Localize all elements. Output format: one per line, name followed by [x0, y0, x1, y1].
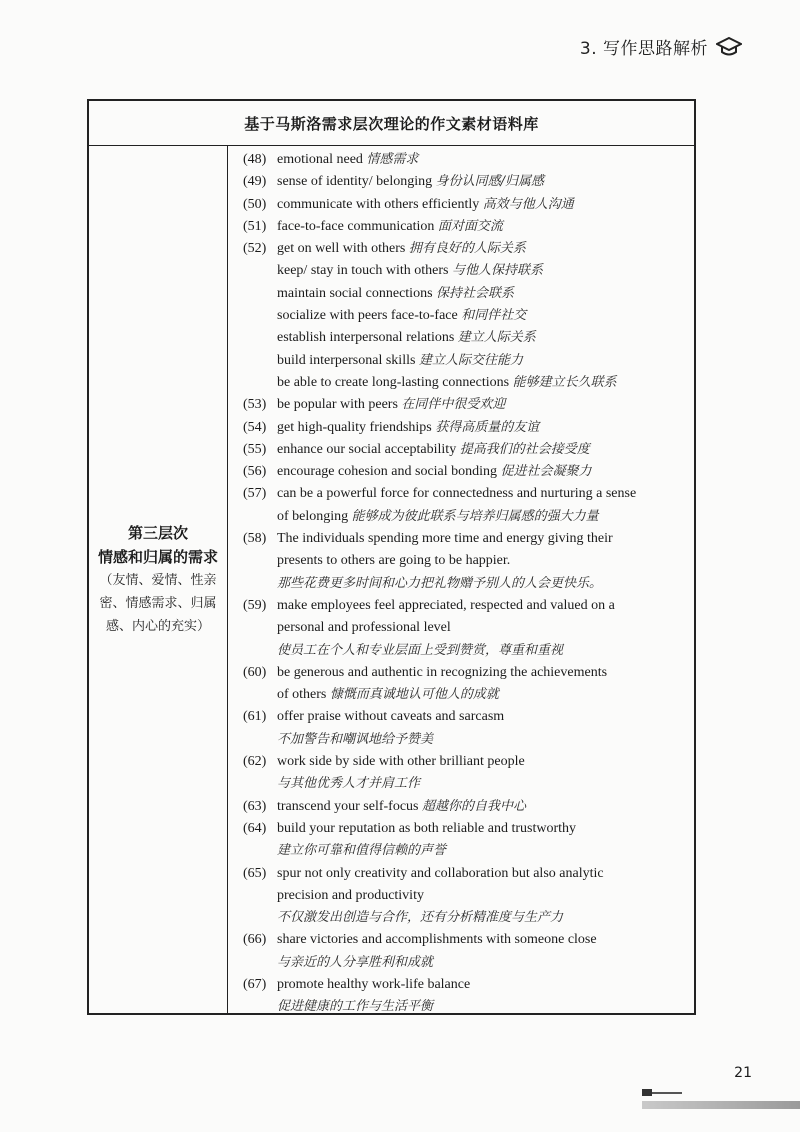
phrase-line [239, 751, 688, 773]
phrase-line [239, 595, 688, 617]
phrase-number: (53) [243, 397, 267, 413]
phrase-english: share victories and accomplishments with someone close [277, 932, 597, 948]
phrase-chinese: 与亲近的人分享胜利和成就 [277, 954, 434, 970]
corpus-table [87, 99, 696, 1015]
phrase-chinese: 与其他优秀人才并肩工作 [277, 776, 421, 792]
category-cell [89, 145, 227, 1013]
phrase-text [277, 394, 505, 416]
phrase-english: sense of identity/ belonging [277, 174, 433, 190]
phrase-chinese: 那些花费更多时间和心力把礼物赠予别人的人会更快乐。 [277, 575, 603, 591]
phrase-list [239, 149, 688, 1019]
phrase-text [277, 863, 604, 885]
phrase-chinese: 身份认同感/归属感 [435, 174, 545, 190]
phrase-chinese: 不加警告和嘲讽地给予赞美 [277, 731, 434, 747]
phrase-english: keep/ stay in touch with others [277, 263, 449, 279]
phrase-text [277, 327, 536, 349]
category-note: （友情、爱情、性亲密、情感需求、归属感、内心的充实） [99, 572, 217, 634]
phrase-number: (49) [243, 174, 267, 190]
phrase-line [239, 840, 688, 862]
phrase-text [277, 996, 433, 1018]
phrase-line [239, 528, 688, 550]
phrase-line [239, 952, 688, 974]
phrase-english: enhance our social acceptability [277, 441, 457, 457]
chapter-header [580, 34, 742, 59]
phrase-line [239, 461, 688, 483]
phrase-line [239, 283, 688, 305]
phrase-chinese: 在同伴中很受欢迎 [401, 397, 506, 413]
phrase-chinese: 能够成为彼此联系与培养归属感的强大力量 [351, 508, 599, 524]
phrase-number: (56) [243, 464, 267, 480]
phrase-line [239, 684, 688, 706]
phrase-chinese: 情感需求 [366, 152, 419, 167]
phrase-text [277, 350, 523, 372]
phrase-line [239, 550, 688, 572]
footer-decoration [642, 1088, 800, 1098]
phrase-number: (54) [243, 419, 267, 435]
phrase-chinese: 超越你的自我中心 [422, 798, 527, 814]
phrase-line [239, 773, 688, 795]
phrase-english: build interpersonal skills [277, 352, 416, 368]
phrase-english: offer praise without caveats and sarcasm [277, 709, 505, 725]
phrase-line [239, 885, 688, 907]
phrase-chinese: 建立人际交往能力 [418, 352, 523, 368]
phrase-line [239, 640, 688, 662]
phrase-text [277, 417, 539, 439]
phrase-english: can be a powerful force for connectedness and nurturing a sense [277, 486, 637, 502]
phrase-chinese: 面对面交流 [437, 218, 503, 234]
phrase-text [277, 506, 599, 528]
phrase-chinese: 不仅激发出创造与合作，还有分析精准度与生产力 [277, 910, 564, 926]
phrase-chinese: 促进社会凝聚力 [500, 464, 592, 480]
phrase-line [239, 171, 688, 193]
phrase-number: (61) [243, 709, 267, 725]
phrase-line [239, 796, 688, 818]
phrase-line [239, 260, 688, 282]
phrase-text [277, 751, 525, 773]
phrase-line [239, 327, 688, 349]
phrase-english: get high-quality friendships [277, 419, 432, 435]
phrase-text [277, 773, 420, 795]
phrase-number: (52) [243, 241, 267, 257]
chapter-title: 3. 写作思路解析 [579, 39, 708, 59]
phrase-text [277, 929, 597, 951]
phrase-text [277, 283, 514, 305]
phrase-chinese: 促进健康的工作与生活平衡 [277, 999, 434, 1015]
phrase-number: (57) [243, 486, 267, 502]
phrase-chinese: 获得高质量的友谊 [435, 419, 540, 435]
phrase-text [277, 640, 563, 662]
phrase-number: (63) [243, 798, 267, 814]
phrase-chinese: 高效与他人沟通 [482, 196, 574, 212]
phrase-line [239, 149, 688, 171]
phrase-english: transcend your self-focus [277, 798, 419, 814]
phrase-chinese: 与他人保持联系 [451, 263, 543, 279]
phrase-english: presents to others are going to be happier. [277, 553, 511, 569]
phrase-english: build your reputation as both reliable and trustworthy [277, 820, 576, 836]
column-divider [227, 145, 228, 1013]
phrase-line [239, 907, 688, 929]
phrase-text [277, 796, 526, 818]
phrase-number: (60) [243, 664, 267, 680]
phrase-english: of belonging [277, 508, 349, 524]
phrase-text [277, 684, 499, 706]
phrase-english: promote healthy work-life balance [277, 976, 471, 992]
phrase-line [239, 305, 688, 327]
phrase-english: socialize with peers face-to-face [277, 308, 458, 324]
phrase-line [239, 729, 688, 751]
phrase-chinese: 建立人际关系 [457, 330, 536, 346]
phrase-text [277, 550, 510, 572]
phrase-line [239, 706, 688, 728]
phrase-text [277, 439, 590, 461]
phrase-text [277, 372, 617, 394]
phrase-line [239, 216, 688, 238]
phrase-text [277, 216, 503, 238]
phrase-english: be generous and authentic in recognizing the achievements [277, 664, 608, 680]
phrase-chinese: 建立你可靠和值得信赖的声誉 [277, 843, 447, 859]
phrase-english: work side by side with other brilliant people [277, 754, 525, 770]
page-number: 21 [734, 1065, 752, 1081]
phrase-number: (64) [243, 820, 267, 836]
phrase-english: maintain social connections [277, 285, 433, 301]
phrase-chinese: 使员工在个人和专业层面上受到赞赏，尊重和重视 [277, 642, 564, 658]
phrase-line [239, 929, 688, 951]
phrase-text [277, 238, 526, 260]
phrase-number: (50) [243, 196, 267, 212]
phrase-english: spur not only creativity and collaboration but also analytic [277, 865, 604, 881]
phrase-text [277, 617, 451, 639]
phrase-number: (62) [243, 754, 267, 770]
phrase-line [239, 238, 688, 260]
phrase-english: encourage cohesion and social bonding [277, 464, 498, 480]
phrase-english: make employees feel appreciated, respected and valued on a [277, 597, 615, 613]
phrase-english: of others [277, 687, 327, 703]
category-level: 第三层次 [127, 523, 188, 542]
phrase-english: emotional need [277, 152, 363, 167]
table-title: 基于马斯洛需求层次理论的作文素材语料库 [89, 101, 694, 146]
phrase-number: (65) [243, 865, 267, 881]
phrase-text [277, 528, 613, 550]
phrase-line [239, 974, 688, 996]
phrase-line [239, 439, 688, 461]
phrase-number: (48) [243, 152, 267, 167]
phrase-line [239, 394, 688, 416]
phrase-chinese: 慷慨而真诚地认可他人的成就 [329, 687, 499, 703]
graduation-cap-icon [716, 36, 742, 58]
phrase-text [277, 952, 433, 974]
phrase-text [277, 840, 446, 862]
phrase-number: (59) [243, 597, 267, 613]
phrase-line [239, 350, 688, 372]
phrase-text [277, 461, 592, 483]
phrase-line [239, 483, 688, 505]
phrase-english: The individuals spending more time and energy giving their [277, 531, 613, 547]
phrase-number: (66) [243, 932, 267, 948]
phrase-line [239, 662, 688, 684]
phrase-english: precision and productivity [277, 887, 424, 903]
phrase-text [277, 305, 526, 327]
phrase-english: establish interpersonal relations [277, 330, 455, 346]
phrase-line [239, 417, 688, 439]
phrase-text [277, 907, 563, 929]
phrase-line [239, 996, 688, 1018]
phrase-line [239, 863, 688, 885]
phrase-text [277, 260, 543, 282]
phrase-english: communicate with others efficiently [277, 196, 480, 212]
phrase-number: (67) [243, 976, 267, 992]
phrase-chinese: 提高我们的社会接受度 [459, 441, 590, 457]
phrase-text [277, 573, 602, 595]
phrase-text [277, 885, 424, 907]
phrase-line [239, 573, 688, 595]
phrase-english: personal and professional level [277, 620, 451, 636]
phrase-line [239, 617, 688, 639]
phrase-chinese: 和同伴社交 [461, 308, 527, 324]
phrase-text [277, 595, 615, 617]
phrase-english: get on well with others [277, 241, 406, 257]
phrase-text [277, 818, 576, 840]
phrase-text [277, 171, 544, 193]
phrase-text [277, 194, 574, 216]
phrase-number: (58) [243, 531, 267, 547]
phrase-text [277, 149, 418, 171]
phrase-text [277, 706, 504, 728]
phrase-text [277, 662, 607, 684]
phrase-text [277, 483, 636, 505]
category-name: 情感和归属的需求 [97, 547, 218, 566]
phrase-text [277, 729, 433, 751]
phrase-chinese: 保持社会联系 [436, 285, 515, 301]
phrase-line [239, 372, 688, 394]
phrase-line [239, 194, 688, 216]
phrase-number: (55) [243, 441, 267, 457]
phrase-line [239, 818, 688, 840]
phrase-english: be able to create long-lasting connections [277, 374, 510, 390]
phrase-english: be popular with peers [277, 397, 398, 413]
phrase-number: (51) [243, 218, 267, 234]
phrase-chinese: 拥有良好的人际关系 [408, 241, 526, 257]
phrase-chinese: 能够建立长久联系 [512, 374, 617, 390]
phrase-english: face-to-face communication [277, 218, 435, 234]
phrase-line [239, 506, 688, 528]
phrase-text [277, 974, 470, 996]
